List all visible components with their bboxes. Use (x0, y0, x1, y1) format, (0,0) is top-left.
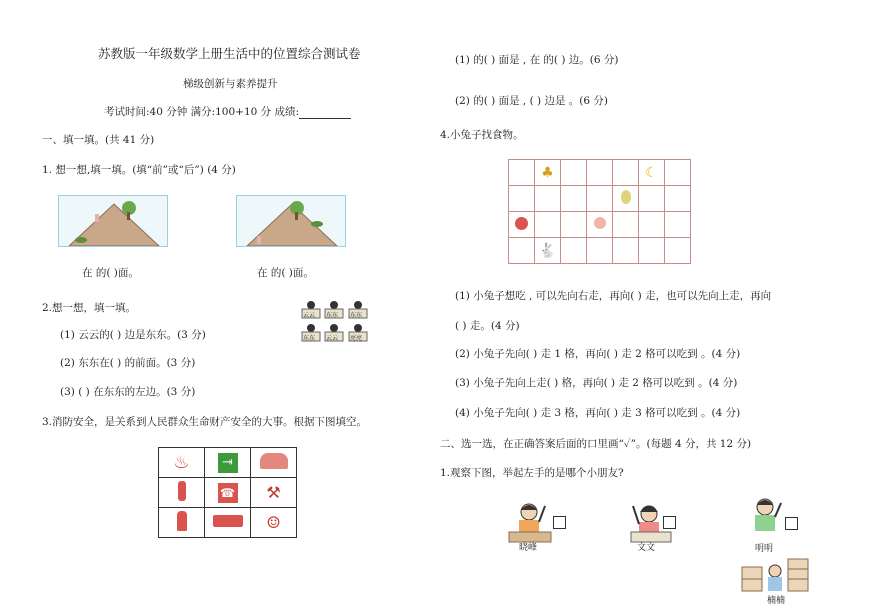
lockers-illustration (740, 557, 810, 595)
grid-cell (587, 212, 613, 238)
fire-safety-grid (158, 447, 297, 538)
fire-cell (205, 508, 251, 538)
grid-cell (613, 238, 639, 264)
grid-cell (665, 186, 691, 212)
seat-label: 亮亮 (350, 335, 363, 342)
classroom-students-illustration (298, 298, 380, 354)
grid-cell (561, 186, 587, 212)
q4-part2: (2) 小兔子先向( ) 走 1 格，再向( ) 走 2 格可以吃到 。(4 分) (455, 348, 741, 360)
kid-wenwen (625, 500, 685, 553)
exam-info (104, 104, 351, 119)
grid-cell (587, 186, 613, 212)
fire-truck-icon (213, 515, 243, 527)
grid-cell (639, 212, 665, 238)
q4-part1a: (1) 小兔子想吃 , 可以先向右走，再向( ) 走，也可以先向上走，再向 (455, 290, 772, 302)
s2-q1-prompt: 1.观察下图，举起左手的是哪个小朋友? (440, 467, 624, 479)
seat-label: 东东 (350, 312, 363, 319)
grid-cell (665, 212, 691, 238)
section1-heading: 一、填一填。(共 41 分) (42, 134, 155, 146)
grid-cell (509, 186, 535, 212)
firefighter-icon: ☺ (266, 513, 281, 532)
grid-cell (613, 160, 639, 186)
seating-chart (298, 298, 380, 357)
q1-answer-left: 在 的( )面。 (82, 267, 139, 279)
score-blank[interactable] (299, 108, 351, 119)
page-subtitle: 梯级创新与素养提升 (183, 78, 278, 90)
rabbit-food-grid (508, 159, 691, 264)
grid-cell (535, 212, 561, 238)
grid-cell (561, 160, 587, 186)
fire-extinguisher-icon (178, 481, 186, 501)
fire-cell (205, 448, 251, 478)
grid-cell (613, 212, 639, 238)
rabbit-icon: 🐇 (538, 242, 557, 259)
grid-cell (639, 186, 665, 212)
exam-info-text: 考试时间:40 分钟 满分:100+10 分 成绩: (104, 106, 300, 118)
kid-name: 楠楠 (767, 596, 786, 606)
grid-cell (587, 238, 613, 264)
q3-part2: (2) 的( ) 面是 , ( ) 边是 。(6 分) (455, 95, 609, 107)
q2-part3: (3) ( ) 在东东的左边。(3 分) (60, 386, 196, 398)
grid-cell (665, 160, 691, 186)
q3-prompt: 3.消防安全，是关系到人民群众生命财产安全的大事。根据下图填空。 (42, 416, 368, 428)
seat-label: 云云 (303, 312, 316, 319)
fire-cell (205, 478, 251, 508)
fire-cell (251, 508, 297, 538)
seat-label: 云云 (326, 335, 339, 342)
q1-answer-right: 在 的( )面。 (257, 267, 314, 279)
q1-prompt: 1. 想一想,填一填。(填“前”或“后”) (4 分) (42, 164, 236, 176)
grid-cell (665, 238, 691, 264)
answer-checkbox[interactable] (663, 516, 676, 529)
mountain-scene-right (236, 195, 346, 247)
seat-label: 东东 (303, 335, 316, 342)
q4-part3: (3) 小兔子先向上走( ) 格，再向( ) 走 2 格可以吃到 。(4 分) (455, 377, 738, 389)
turtle-icon (311, 221, 323, 227)
grid-cell (639, 238, 665, 264)
fire-alarm-icon: ☎ (218, 483, 238, 503)
grid-cell (509, 238, 535, 264)
fire-cell (159, 508, 205, 538)
fire-cell (159, 478, 205, 508)
seat-label: 东东 (326, 312, 339, 319)
kid-name: 明明 (755, 544, 774, 554)
peach-icon (594, 217, 606, 229)
q2-part2: (2) 东东在( ) 的前面。(3 分) (60, 357, 196, 369)
q4-prompt: 4.小兔子找食物。 (440, 129, 524, 141)
grid-cell (509, 160, 535, 186)
grid-cell (509, 212, 535, 238)
fire-cell (159, 448, 205, 478)
grid-cell (535, 238, 561, 264)
kid-name: 晓峰 (519, 543, 538, 553)
kid-illustration (625, 500, 685, 544)
q2-part1: (1) 云云的( ) 边是东东。(3 分) (60, 329, 206, 341)
rabbit-icon (257, 236, 261, 244)
apple-icon (515, 217, 528, 230)
answer-checkbox[interactable] (553, 516, 566, 529)
fire-hose-icon (260, 453, 288, 469)
mountain-illustration (237, 196, 345, 246)
mountain-scene-left (58, 195, 168, 247)
pear-icon (621, 190, 631, 204)
fire-hydrant-icon (177, 511, 187, 531)
turtle-icon (75, 237, 87, 243)
q3-part1: (1) 的( ) 面是 , 在 的( ) 边。(6 分) (455, 54, 619, 66)
exit-sign-icon: ⇥ (218, 453, 238, 473)
rabbit-icon (95, 214, 99, 222)
grid-cell (535, 186, 561, 212)
grid-cell (561, 212, 587, 238)
q4-part1b: ( ) 走。(4 分) (455, 320, 520, 332)
grid-cell (535, 160, 561, 186)
grid-cell (639, 160, 665, 186)
pineapple-icon: ♣ (541, 164, 554, 181)
section2-heading: 二、选一选，在正确答案后面的口里画“✓”。(每题 4 分，共 12 分) (440, 438, 752, 450)
mountain-illustration (59, 196, 167, 246)
grid-cell (561, 238, 587, 264)
q4-part4: (4) 小兔子先向( ) 走 3 格，再向( ) 走 3 格可以吃到 。(4 分) (455, 407, 741, 419)
fire-cell (251, 448, 297, 478)
page-title: 苏教版一年级数学上册生活中的位置综合测试卷 (98, 46, 361, 61)
banana-icon: ☾ (645, 164, 658, 181)
fire-cell (251, 478, 297, 508)
answer-checkbox[interactable] (785, 517, 798, 530)
grid-cell (613, 186, 639, 212)
kid-nannan (740, 557, 810, 607)
kid-mingming (745, 495, 805, 554)
fire-axe-icon: ⚒ (266, 483, 281, 502)
q2-prompt: 2.想一想，填一填。 (42, 302, 137, 314)
kid-xiaofeng (505, 500, 565, 553)
kid-name: 文文 (637, 543, 656, 553)
grid-cell (587, 160, 613, 186)
fire-icon: ♨ (173, 452, 190, 473)
